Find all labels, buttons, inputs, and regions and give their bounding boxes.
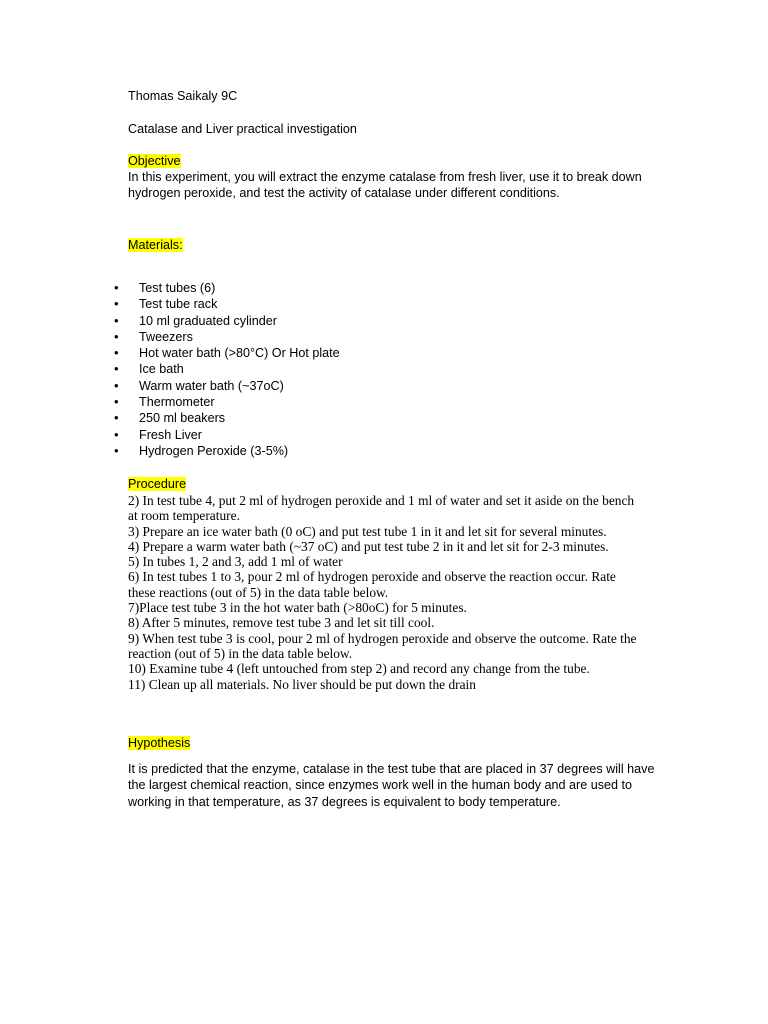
procedure-steps — [128, 493, 708, 692]
procedure-line: at room temperature. — [128, 508, 240, 524]
list-item: • Test tube rack — [128, 296, 628, 312]
materials-heading — [128, 237, 688, 253]
hypothesis-heading-text: Hypothesis — [128, 736, 191, 750]
procedure-line: 8) After 5 minutes, remove test tube 3 and let sit till cool. — [128, 615, 435, 631]
list-item: • 250 ml beakers — [128, 410, 628, 426]
objective-line: hydrogen peroxide, and test the activity of catalase under different conditions. — [128, 186, 560, 201]
document-title: Catalase and Liver practical investigation — [128, 122, 357, 136]
procedure-line: 3) Prepare an ice water bath (0 oC) and put test tube 1 in it and let sit for several minutes. — [128, 523, 607, 539]
procedure-line: 5) In tubes 1, 2 and 3, add 1 ml of water — [128, 554, 343, 570]
list-item: • 10 ml graduated cylinder — [128, 313, 628, 329]
procedure-line: 7)Place test tube 3 in the hot water bath (>80oC) for 5 minutes. — [128, 600, 467, 616]
objective-text — [128, 169, 688, 202]
materials-heading-text: Materials: — [128, 238, 183, 252]
list-item: • Fresh Liver — [128, 427, 628, 443]
objective-heading — [128, 153, 688, 169]
list-item: • Hydrogen Peroxide (3-5%) — [128, 443, 628, 459]
author-line: Thomas Saikaly 9C — [128, 89, 238, 103]
procedure-line: reaction (out of 5) in the data table below. — [128, 645, 353, 661]
hypothesis-text — [128, 761, 698, 810]
procedure-line: 11) Clean up all materials. No liver should be put down the drain — [128, 676, 476, 692]
list-item: • Warm water bath (~37oC) — [128, 378, 628, 394]
procedure-line: 6) In test tubes 1 to 3, pour 2 ml of hydrogen peroxide and observe the reaction occur. Rate — [128, 569, 616, 585]
procedure-line: these reactions (out of 5) in the data table below. — [128, 584, 389, 600]
hypothesis-line: working in that temperature, as 37 degrees is equivalent to body temperature. — [128, 794, 561, 809]
hypothesis-heading — [128, 735, 688, 751]
hypothesis-line: It is predicted that the enzyme, catalase in the test tube that are placed in 37 degrees will have — [128, 762, 655, 776]
objective-line: In this experiment, you will extract the enzyme catalase from fresh liver, use it to break down — [128, 170, 642, 184]
hypothesis-line: the largest chemical reaction, since enzymes work well in the human body and are used to — [128, 778, 633, 793]
materials-list — [128, 280, 628, 459]
procedure-heading — [128, 476, 688, 492]
objective-heading-text: Objective — [128, 154, 181, 168]
list-item: • Tweezers — [128, 329, 628, 345]
list-item: • Test tubes (6) — [128, 280, 628, 296]
procedure-heading-text: Procedure — [128, 477, 187, 491]
procedure-line: 4) Prepare a warm water bath (~37 oC) and put test tube 2 in it and let sit for 2-3 minutes. — [128, 538, 609, 554]
procedure-line: 2) In test tube 4, put 2 ml of hydrogen peroxide and 1 ml of water and set it aside on the bench — [128, 493, 635, 508]
list-item: • Thermometer — [128, 394, 628, 410]
procedure-line: 10) Examine tube 4 (left untouched from step 2) and record any change from the tube. — [128, 661, 590, 677]
procedure-line: 9) When test tube 3 is cool, pour 2 ml of hydrogen peroxide and observe the outcome. Rate the — [128, 630, 637, 646]
list-item: • Ice bath — [128, 361, 628, 377]
list-item: • Hot water bath (>80°C) Or Hot plate — [128, 345, 628, 361]
